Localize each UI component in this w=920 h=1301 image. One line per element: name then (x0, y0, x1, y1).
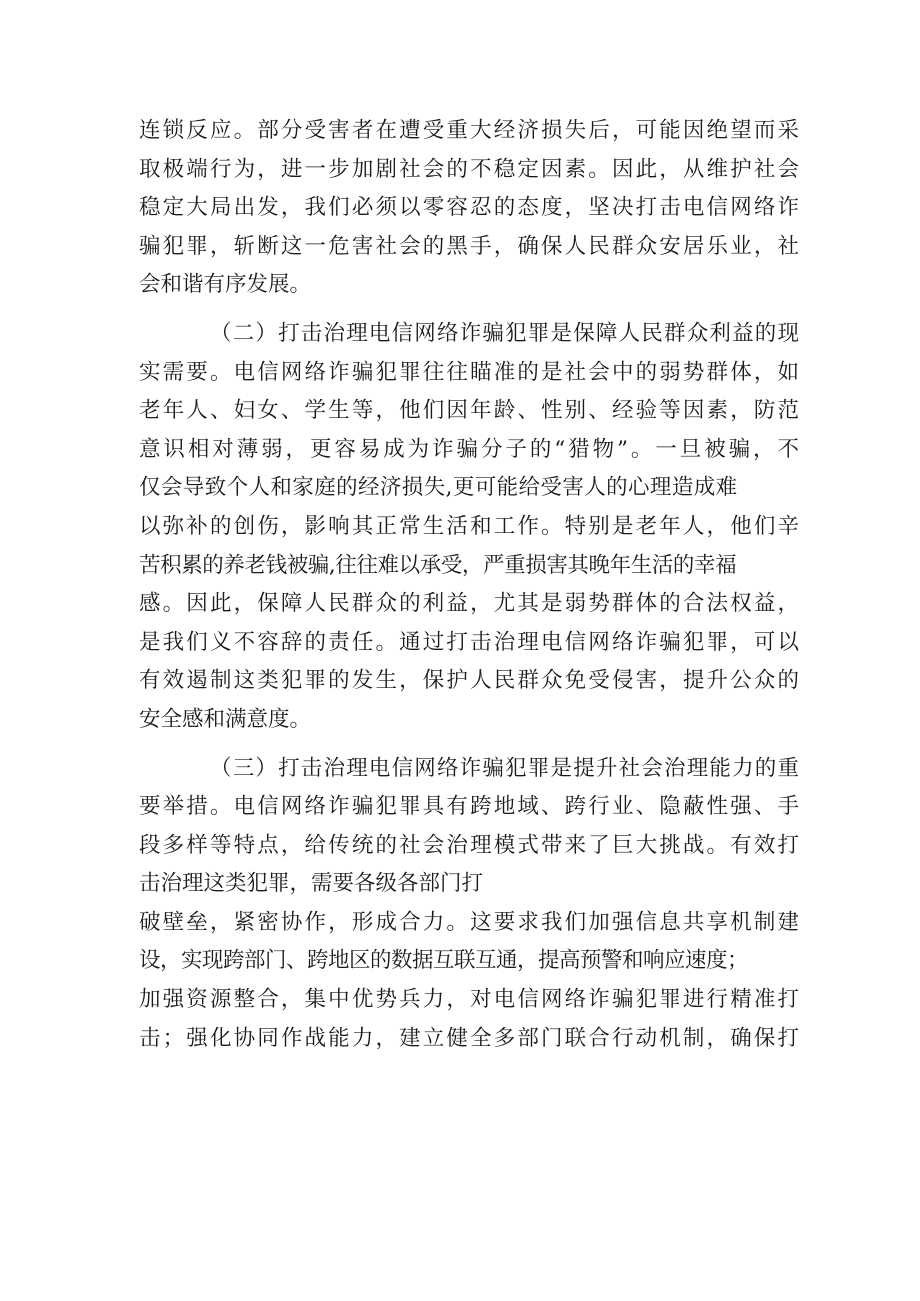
text-line: 仅会导致个人和家庭的经济损失,更可能给受害人的心理造成难 (139, 475, 738, 501)
paragraph-heading-line: （二）打击治理电信网络诈骗犯罪是保障人民群众利益的现 (210, 320, 799, 346)
text-line: 骗犯罪，斩断这一危害社会的黑手，确保人民群众安居乐业，社 (139, 233, 799, 259)
text-line: 意识相对薄弱，更容易成为诈骗分子的“猎物”。一旦被骗，不 (139, 436, 799, 462)
text-line: 老年人、妇女、学生等，他们因年龄、性别、经验等因素，防范 (139, 398, 799, 424)
text-line: 连锁反应。部分受害者在遭受重大经济损失后，可能因绝望而采 (139, 118, 799, 143)
text-line: 取极端行为，进一步加剧社会的不稳定因素。因此，从维护社会 (139, 156, 799, 182)
text-line: 设，实现跨部门、跨地区的数据互联互通，提高预警和响应速度； (139, 948, 749, 974)
text-line: 有效遏制这类犯罪的发生，保护人民群众免受侵害，提升公众的 (139, 668, 799, 694)
text-line: 击治理这类犯罪，需要各级各部门打 (139, 871, 484, 897)
text-line: 击；强化协同作战能力，建立健全多部门联合行动机制，确保打 (139, 1025, 799, 1051)
text-line: 破壁垒，紧密协作，形成合力。这要求我们加强信息共享机制建 (139, 909, 799, 935)
text-line: 感。因此，保障人民群众的利益，尤其是弱势群体的合法权益， (139, 591, 799, 617)
text-line: 稳定大局出发，我们必须以零容忍的态度，坚决打击电信网络诈 (139, 195, 799, 221)
text-line: 实需要。电信网络诈骗犯罪往往瞄准的是社会中的弱势群体，如 (139, 359, 799, 385)
text-line: 要举措。电信网络诈骗犯罪具有跨地域、跨行业、隐蔽性强、手 (139, 794, 799, 820)
text-line: 会和谐有序发展。 (139, 272, 312, 298)
text-line: 是我们义不容辞的责任。通过打击治理电信网络诈骗犯罪，可以 (139, 629, 799, 655)
text-line: 苦积累的养老钱被骗,往往难以承受，严重损害其晚年生活的幸福 (139, 552, 737, 578)
text-line: 加强资源整合，集中优势兵力，对电信网络诈骗犯罪进行精准打 (139, 987, 799, 1013)
paragraph-heading-line: （三）打击治理电信网络诈骗犯罪是提升社会治理能力的重 (210, 755, 799, 781)
text-line: 以弥补的创伤，影响其正常生活和工作。特别是老年人，他们辛 (139, 513, 799, 539)
text-line: 安全感和满意度。 (139, 706, 312, 732)
document-body (139, 112, 799, 1058)
text-line: 段多样等特点，给传统的社会治理模式带来了巨大挑战。有效打 (139, 832, 799, 858)
